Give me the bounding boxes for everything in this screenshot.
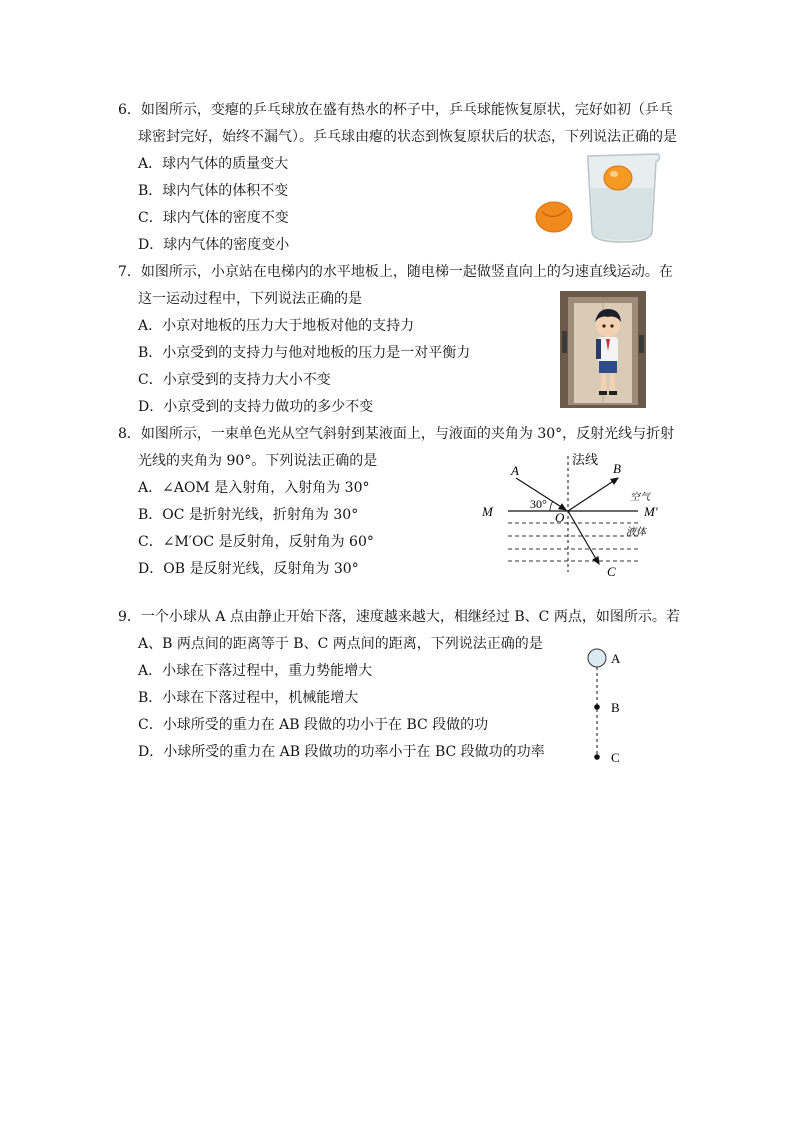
label-c: C bbox=[611, 750, 620, 765]
q8-option-a: A．∠AOM 是入射角，入射角为 30° bbox=[138, 480, 370, 496]
refracted-ray bbox=[568, 511, 599, 564]
air-label: 空气 bbox=[630, 492, 650, 503]
label-m: M bbox=[482, 504, 493, 519]
q8-option-d: D．OB 是反射光线，反射角为 30° bbox=[138, 561, 359, 577]
q9-option-c: C．小球所受的重力在 AB 段做的功小于在 BC 段做的功 bbox=[138, 717, 489, 733]
label-b: B bbox=[613, 461, 621, 476]
ball bbox=[588, 649, 606, 667]
q8-stem-line1: 8．如图所示，一束单色光从空气斜射到某液面上，与液面的夹角为 30°，反射光线与折射 bbox=[118, 426, 675, 442]
reflected-ray bbox=[568, 478, 618, 511]
q6-stem-line1: 6．如图所示，变瘪的乒乓球放在盛有热水的杯子中，乒乓球能恢复原状，完好如初（乒乓 bbox=[118, 102, 673, 118]
q9-option-d: D．小球所受的重力在 AB 段做功的功率小于在 BC 段做功的功率 bbox=[138, 744, 545, 760]
label-b: B bbox=[611, 700, 620, 715]
q7-option-b: B．小京受到的支持力与他对地板的压力是一对平衡力 bbox=[138, 345, 471, 361]
q8-option-c: C．∠M′OC 是反射角，反射角为 60° bbox=[138, 534, 374, 550]
point-c bbox=[594, 754, 600, 760]
q7-stem-line1: 7．如图所示，小京站在电梯内的水平地板上，随电梯一起做竖直向上的匀速直线运动。在 bbox=[118, 264, 673, 280]
label-a: A bbox=[511, 463, 519, 478]
liquid-label: 液体 bbox=[626, 527, 646, 538]
normal-label: 法线 bbox=[572, 452, 599, 467]
q7-option-a: A．小京对地板的压力大于地板对他的支持力 bbox=[138, 318, 415, 334]
q9-option-a: A．小球在下落过程中，重力势能增大 bbox=[138, 663, 373, 679]
q6-figure-cup-with-pingpong bbox=[530, 150, 665, 250]
q8-option-b: B．OC 是折射光线，折射角为 30° bbox=[138, 507, 359, 523]
label-a: A bbox=[611, 651, 621, 666]
point-b bbox=[594, 704, 600, 710]
label-o: O bbox=[555, 510, 565, 525]
label-c: C bbox=[607, 564, 616, 579]
q6-option-b: B．球内气体的体积不变 bbox=[138, 183, 289, 199]
q7-option-c: C．小京受到的支持力大小不变 bbox=[138, 372, 331, 388]
angle-arc bbox=[550, 501, 553, 511]
q7-option-d: D．小京受到的支持力做功的多少不变 bbox=[138, 399, 374, 415]
label-m-prime: M′ bbox=[644, 504, 658, 519]
q6-option-d: D．球内气体的密度变小 bbox=[138, 237, 290, 253]
q9-stem-line2: A、B 两点间的距离等于 B、C 两点间的距离，下列说法正确的是 bbox=[138, 636, 543, 652]
q6-option-c: C．球内气体的密度不变 bbox=[138, 210, 289, 226]
q7-figure-boy-in-elevator bbox=[560, 291, 646, 408]
q6-option-a: A．球内气体的质量变大 bbox=[138, 156, 289, 172]
q9-stem-line1: 9．一个小球从 A 点由静止开始下落，速度越来越大，相继经过 B、C 两点，如图所示。若 bbox=[118, 609, 680, 625]
q6-stem-line2: 球密封完好，始终不漏气）。乒乓球由瘪的状态到恢复原状后的状态，下列说法正确的是 bbox=[138, 129, 677, 145]
angle-label: 30° bbox=[530, 497, 547, 511]
q9-option-b: B．小球在下落过程中，机械能增大 bbox=[138, 690, 359, 706]
q9-figure-falling-ball bbox=[580, 645, 630, 770]
q8-figure-light-reflection-refraction bbox=[478, 448, 678, 580]
q8-stem-line2: 光线的夹角为 90°。下列说法正确的是 bbox=[138, 453, 378, 469]
q7-stem-line2: 这一运动过程中，下列说法正确的是 bbox=[138, 291, 362, 307]
